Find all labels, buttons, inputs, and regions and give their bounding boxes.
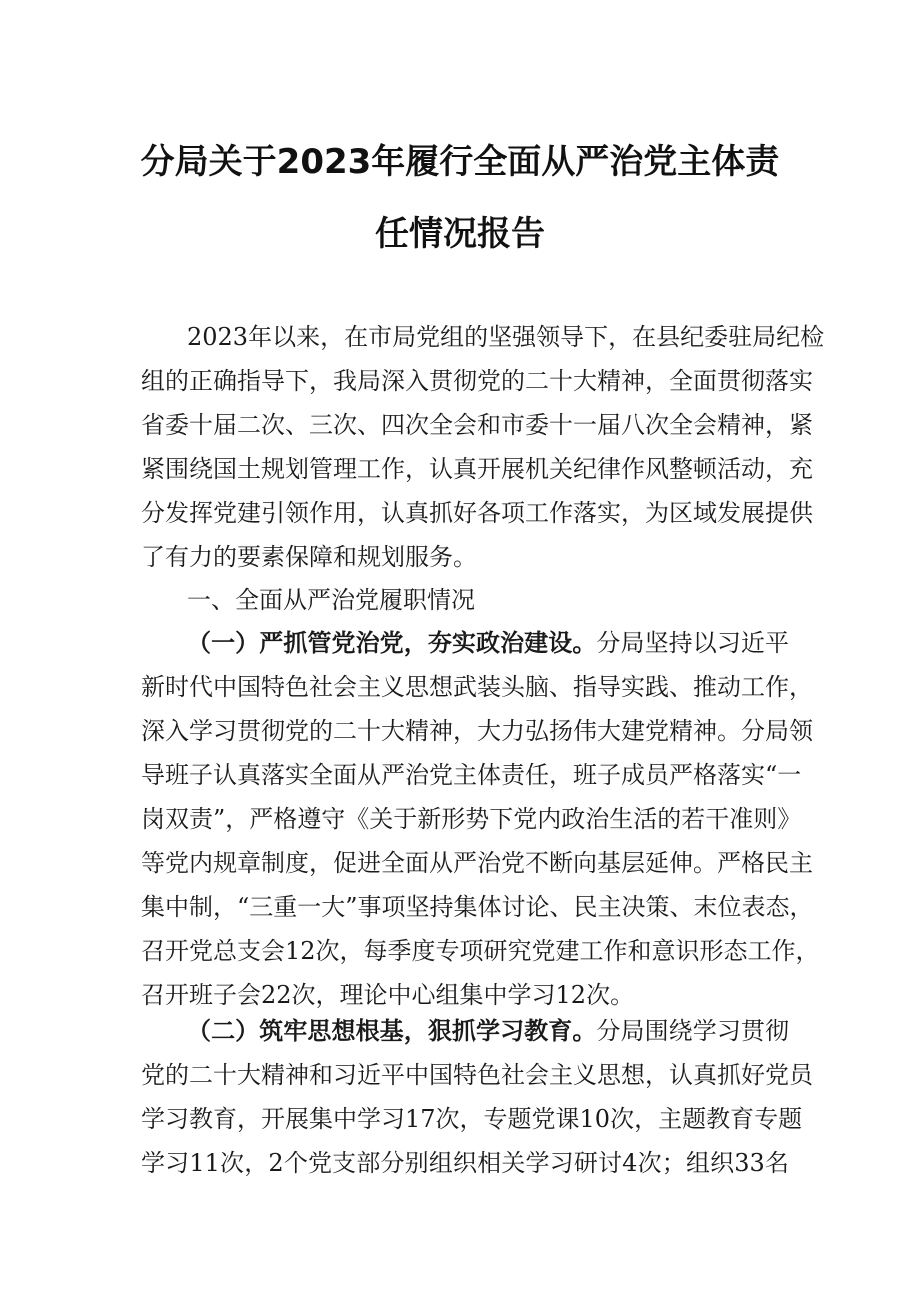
intro-line: 省委十届二次、三次、四次全会和市委十一届八次全会精神，紧 (141, 411, 813, 439)
subsection-2-first-line-text: 分局围绕学习贯彻 (596, 1017, 790, 1045)
subsection-1-paragraph (141, 621, 820, 1017)
intro-paragraph (141, 315, 825, 579)
intro-line: 了有力的要素保障和规划服务。 (141, 543, 477, 571)
subsection-1-line: 等党内规章制度，促进全面从严治党不断向基层延伸。严格民主 (141, 849, 813, 877)
subsection-2-line: 学习11次，2个党支部分别组织相关学习研讨4次；组织33名 (141, 1149, 789, 1177)
intro-line: 2023年以来，在市局党组的坚强领导下，在县纪委驻局纪检 (187, 323, 825, 351)
subsection-1-line: 召开班子会22次，理论中心组集中学习12次。 (141, 981, 635, 1009)
subsection-2-first-line (141, 1009, 789, 1053)
subsection-1-line: 导班子认真落实全面从严治党主体责任，班子成员严格落实“一 (141, 761, 802, 789)
subsection-1-line: 召开党总支会12次，每季度专项研究党建工作和意识形态工作， (141, 937, 820, 965)
subsection-1-first-line-text: 分局坚持以习近平 (596, 629, 790, 657)
subsection-1-line: 新时代中国特色社会主义思想武装头脑、指导实践、推动工作， (141, 673, 813, 701)
subsection-2-line: 学习教育，开展集中学习17次，专题党课10次，主题教育专题 (141, 1105, 803, 1133)
intro-line: 分发挥党建引领作用，认真抓好各项工作落实，为区域发展提供 (141, 499, 813, 527)
subsection-2-heading: （二）筑牢思想根基，狠抓学习教育。 (187, 1016, 597, 1045)
subsection-1-heading: （一）严抓管党治党，夯实政治建设。 (187, 628, 597, 657)
intro-line: 紧围绕国土规划管理工作，认真开展机关纪律作风整顿活动，充 (141, 455, 813, 483)
subsection-2-paragraph (141, 1009, 813, 1185)
subsection-1-first-line (141, 621, 789, 665)
document-title-line-1: 分局关于2023年履行全面从严治党主体责 (140, 142, 780, 182)
subsection-1-line: 集中制，“三重一大”事项坚持集体讨论、民主决策、末位表态， (141, 893, 814, 921)
intro-line: 组的正确指导下，我局深入贯彻党的二十大精神，全面贯彻落实 (141, 367, 813, 395)
section-1-heading-block (141, 578, 789, 622)
section-1-heading: 一、全面从严治党履职情况 (187, 586, 475, 614)
subsection-2-line: 党的二十大精神和习近平中国特色社会主义思想，认真抓好党员 (141, 1061, 813, 1089)
subsection-1-line: 深入学习贯彻党的二十大精神，大力弘扬伟大建党精神。分局领 (141, 717, 813, 745)
subsection-1-line: 岗双责”，严格遵守《关于新形势下党内政治生活的若干准则》 (141, 805, 802, 833)
document-title-line-2: 任情况报告 (375, 214, 545, 254)
